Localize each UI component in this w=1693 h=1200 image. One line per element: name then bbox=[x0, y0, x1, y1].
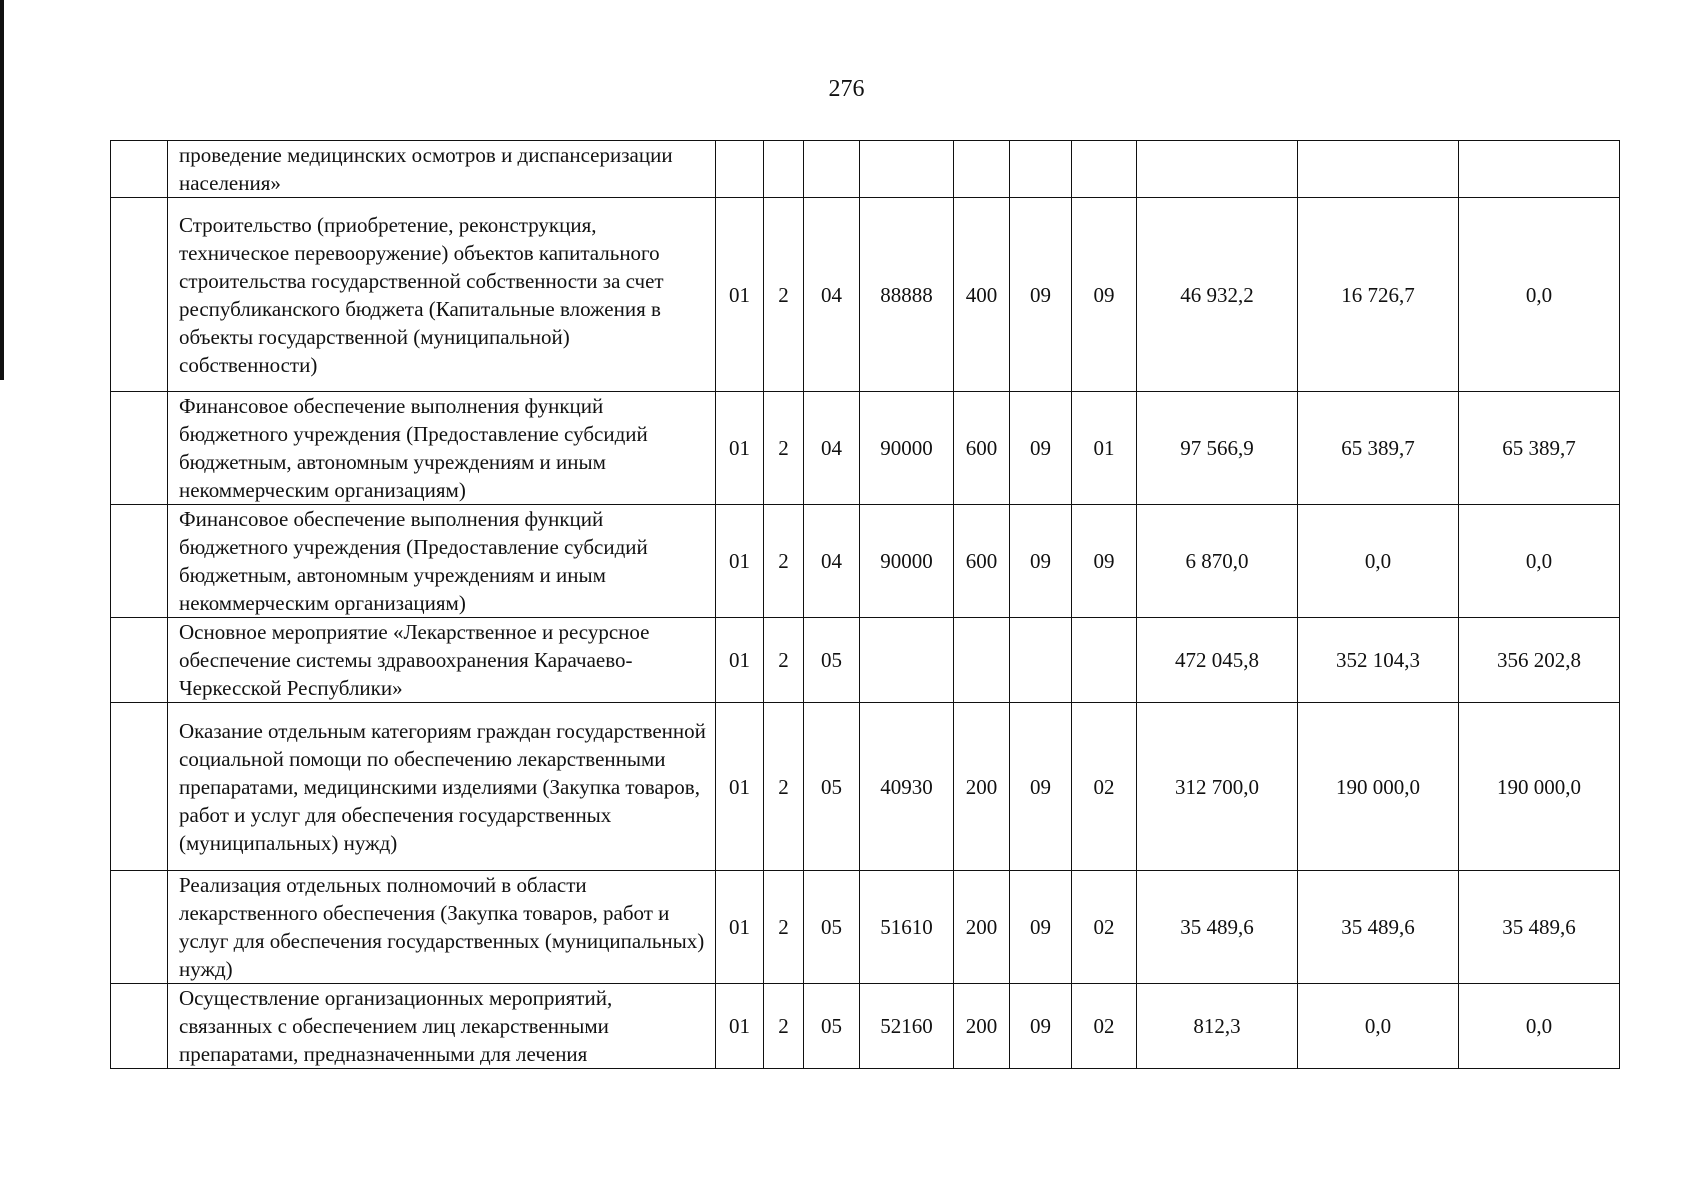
section-code-cell: 09 bbox=[1010, 871, 1072, 984]
description-cell: Основное мероприятие «Лекарственное и ресурсное обеспечение системы здравоохранения Карачаево-Черкесской Республики» bbox=[168, 618, 716, 703]
amount-year-1-cell: 6 870,0 bbox=[1137, 505, 1298, 618]
program-code-cell bbox=[716, 141, 764, 198]
direction-code-cell bbox=[860, 618, 954, 703]
description-cell: Оказание отдельным категориям граждан государственной социальной помощи по обеспечению лекарственными препаратами, медицинскими изделиями (Закупка товаров, работ и услуг для обеспечения государственных (муниципальных) нужд) bbox=[168, 703, 716, 871]
subprogram-code-cell: 2 bbox=[764, 198, 804, 392]
row-number-cell bbox=[111, 984, 168, 1069]
binding-edge-line bbox=[0, 0, 4, 380]
expense-type-cell: 600 bbox=[954, 505, 1010, 618]
row-number-cell bbox=[111, 703, 168, 871]
program-code-cell: 01 bbox=[716, 392, 764, 505]
subprogram-code-cell: 2 bbox=[764, 703, 804, 871]
subsection-code-cell bbox=[1072, 618, 1137, 703]
section-code-cell: 09 bbox=[1010, 505, 1072, 618]
section-code-cell bbox=[1010, 141, 1072, 198]
direction-code-cell: 51610 bbox=[860, 871, 954, 984]
table-row bbox=[111, 141, 1620, 198]
amount-year-2-cell: 65 389,7 bbox=[1298, 392, 1459, 505]
subsection-code-cell: 01 bbox=[1072, 392, 1137, 505]
subsection-code-cell: 02 bbox=[1072, 871, 1137, 984]
row-number-cell bbox=[111, 141, 168, 198]
subsection-code-cell: 09 bbox=[1072, 505, 1137, 618]
subprogram-code-cell: 2 bbox=[764, 618, 804, 703]
subprogram-code-cell: 2 bbox=[764, 392, 804, 505]
subsection-code-cell bbox=[1072, 141, 1137, 198]
direction-code-cell: 88888 bbox=[860, 198, 954, 392]
row-number-cell bbox=[111, 505, 168, 618]
activity-code-cell: 05 bbox=[804, 871, 860, 984]
subsection-code-cell: 02 bbox=[1072, 703, 1137, 871]
activity-code-cell: 04 bbox=[804, 198, 860, 392]
amount-year-1-cell: 35 489,6 bbox=[1137, 871, 1298, 984]
amount-year-2-cell: 35 489,6 bbox=[1298, 871, 1459, 984]
amount-year-3-cell: 190 000,0 bbox=[1459, 703, 1620, 871]
direction-code-cell: 40930 bbox=[860, 703, 954, 871]
row-number-cell bbox=[111, 618, 168, 703]
amount-year-1-cell: 97 566,9 bbox=[1137, 392, 1298, 505]
program-code-cell: 01 bbox=[716, 871, 764, 984]
expense-type-cell bbox=[954, 141, 1010, 198]
amount-year-2-cell bbox=[1298, 141, 1459, 198]
description-cell: Финансовое обеспечение выполнения функций бюджетного учреждения (Предоставление субсидий бюджетным, автономным учреждениям и иным некоммерческим организациям) bbox=[168, 392, 716, 505]
amount-year-3-cell: 65 389,7 bbox=[1459, 392, 1620, 505]
direction-code-cell: 52160 bbox=[860, 984, 954, 1069]
amount-year-2-cell: 16 726,7 bbox=[1298, 198, 1459, 392]
amount-year-1-cell: 812,3 bbox=[1137, 984, 1298, 1069]
table-row bbox=[111, 505, 1620, 618]
subsection-code-cell: 02 bbox=[1072, 984, 1137, 1069]
amount-year-3-cell: 0,0 bbox=[1459, 198, 1620, 392]
program-code-cell: 01 bbox=[716, 618, 764, 703]
direction-code-cell: 90000 bbox=[860, 392, 954, 505]
row-number-cell bbox=[111, 198, 168, 392]
activity-code-cell bbox=[804, 141, 860, 198]
section-code-cell: 09 bbox=[1010, 984, 1072, 1069]
amount-year-1-cell: 472 045,8 bbox=[1137, 618, 1298, 703]
program-code-cell: 01 bbox=[716, 505, 764, 618]
row-number-cell bbox=[111, 871, 168, 984]
activity-code-cell: 05 bbox=[804, 984, 860, 1069]
program-code-cell: 01 bbox=[716, 984, 764, 1069]
section-code-cell: 09 bbox=[1010, 392, 1072, 505]
subprogram-code-cell: 2 bbox=[764, 871, 804, 984]
expense-type-cell: 200 bbox=[954, 871, 1010, 984]
amount-year-2-cell: 190 000,0 bbox=[1298, 703, 1459, 871]
description-cell: Строительство (приобретение, реконструкция, техническое перевооружение) объектов капитального строительства государственной собственности за счет республиканского бюджета (Капитальные вложения в объекты государственной (муниципальной) собственности) bbox=[168, 198, 716, 392]
amount-year-2-cell: 352 104,3 bbox=[1298, 618, 1459, 703]
amount-year-3-cell: 356 202,8 bbox=[1459, 618, 1620, 703]
expense-type-cell: 400 bbox=[954, 198, 1010, 392]
activity-code-cell: 04 bbox=[804, 392, 860, 505]
amount-year-1-cell: 46 932,2 bbox=[1137, 198, 1298, 392]
amount-year-2-cell: 0,0 bbox=[1298, 505, 1459, 618]
section-code-cell bbox=[1010, 618, 1072, 703]
budget-table bbox=[110, 140, 1620, 1069]
description-cell: Финансовое обеспечение выполнения функций бюджетного учреждения (Предоставление субсидий бюджетным, автономным учреждениям и иным некоммерческим организациям) bbox=[168, 505, 716, 618]
description-cell: Осуществление организационных мероприятий, связанных с обеспечением лиц лекарственными препаратами, предназначенными для лечения bbox=[168, 984, 716, 1069]
amount-year-1-cell: 312 700,0 bbox=[1137, 703, 1298, 871]
amount-year-1-cell bbox=[1137, 141, 1298, 198]
table-row bbox=[111, 618, 1620, 703]
page-number: 276 bbox=[828, 76, 865, 102]
direction-code-cell: 90000 bbox=[860, 505, 954, 618]
row-number-cell bbox=[111, 392, 168, 505]
activity-code-cell: 04 bbox=[804, 505, 860, 618]
table-row bbox=[111, 984, 1620, 1069]
amount-year-3-cell: 0,0 bbox=[1459, 984, 1620, 1069]
amount-year-3-cell: 35 489,6 bbox=[1459, 871, 1620, 984]
amount-year-3-cell: 0,0 bbox=[1459, 505, 1620, 618]
table-row bbox=[111, 198, 1620, 392]
subsection-code-cell: 09 bbox=[1072, 198, 1137, 392]
expense-type-cell: 600 bbox=[954, 392, 1010, 505]
table-row bbox=[111, 703, 1620, 871]
activity-code-cell: 05 bbox=[804, 618, 860, 703]
program-code-cell: 01 bbox=[716, 198, 764, 392]
subprogram-code-cell bbox=[764, 141, 804, 198]
expense-type-cell: 200 bbox=[954, 984, 1010, 1069]
direction-code-cell bbox=[860, 141, 954, 198]
amount-year-3-cell bbox=[1459, 141, 1620, 198]
subprogram-code-cell: 2 bbox=[764, 505, 804, 618]
subprogram-code-cell: 2 bbox=[764, 984, 804, 1069]
table-row bbox=[111, 392, 1620, 505]
description-cell: проведение медицинских осмотров и диспансеризации населения» bbox=[168, 141, 716, 198]
table-row bbox=[111, 871, 1620, 984]
amount-year-2-cell: 0,0 bbox=[1298, 984, 1459, 1069]
program-code-cell: 01 bbox=[716, 703, 764, 871]
section-code-cell: 09 bbox=[1010, 198, 1072, 392]
activity-code-cell: 05 bbox=[804, 703, 860, 871]
description-cell: Реализация отдельных полномочий в области лекарственного обеспечения (Закупка товаров, работ и услуг для обеспечения государственных (муниципальных) нужд) bbox=[168, 871, 716, 984]
section-code-cell: 09 bbox=[1010, 703, 1072, 871]
expense-type-cell bbox=[954, 618, 1010, 703]
expense-type-cell: 200 bbox=[954, 703, 1010, 871]
